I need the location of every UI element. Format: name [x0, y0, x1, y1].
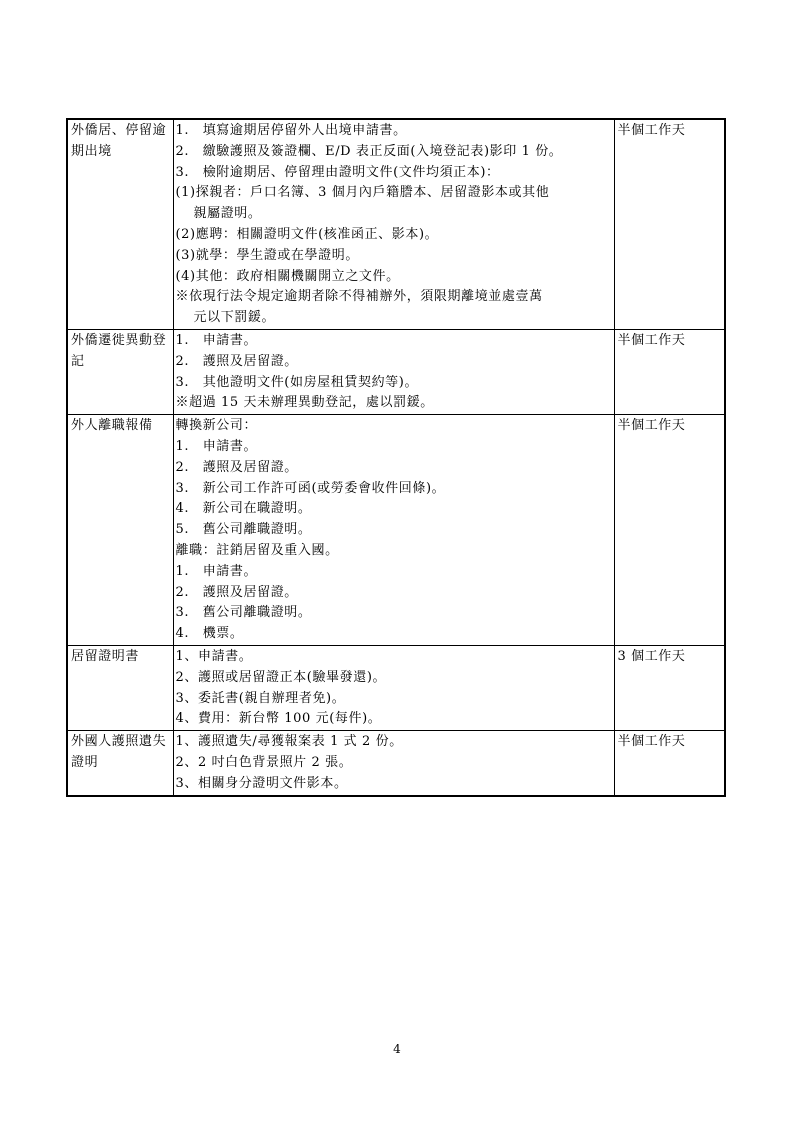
processing-time-cell: 半個工作天 [614, 329, 725, 414]
requirement-line: 元以下罰鍰。 [193, 310, 276, 326]
requirement-line: 3. 舊公司離職證明。 [175, 605, 312, 621]
processing-time-cell: 半個工作天 [614, 731, 725, 796]
requirement-line: ※依現行法令規定逾期者除不得補辦外，須限期離境並處壹萬 [175, 289, 543, 305]
processing-time-cell: 3 個工作天 [614, 645, 725, 730]
item-name-cell: 外僑遷徙異動登記 [67, 329, 173, 414]
item-name-cell: 外國人護照遺失證明 [67, 731, 173, 796]
requirement-line: 2. 護照及居留證。 [175, 584, 298, 600]
requirement-line: 1、護照遺失/尋獲報案表 1 式 2 份。 [175, 734, 403, 750]
requirement-line: 3. 其他證明文件(如房屋租賃契約等)。 [175, 374, 419, 390]
requirement-line: 1、申請書。 [175, 648, 253, 664]
requirement-line: 4. 新公司在職證明。 [175, 501, 312, 517]
requirement-line: 3. 新公司工作許可函(或勞委會收件回條)。 [175, 480, 446, 496]
requirement-line: 1. 申請書。 [175, 332, 258, 348]
requirement-line: 3. 檢附逾期居、停留理由證明文件(文件均須正本)： [175, 164, 500, 180]
requirement-line: (4)其他：政府相關機關開立之文件。 [175, 268, 400, 284]
requirement-line: 3、委託書(親自辦理者免)。 [175, 690, 346, 706]
processing-time-cell: 半個工作天 [614, 119, 725, 329]
requirement-line: 2、2 吋白色背景照片 2 張。 [175, 754, 353, 770]
requirement-line: 1. 申請書。 [175, 438, 258, 454]
requirements-cell [173, 119, 614, 329]
requirement-line: 離職：註銷居留及重入國。 [175, 542, 339, 558]
requirement-line: 轉換新公司： [175, 418, 258, 434]
requirements-cell [173, 645, 614, 730]
item-name-cell: 居留證明書 [67, 645, 173, 730]
table-row [67, 731, 725, 796]
table-row [67, 119, 725, 329]
table-row [67, 329, 725, 414]
procedure-table [66, 118, 726, 797]
requirement-line: 1. 申請書。 [175, 563, 258, 579]
requirements-cell [173, 329, 614, 414]
requirements-cell [173, 415, 614, 646]
requirement-line: 4、費用：新台幣 100 元(每件)。 [175, 711, 382, 727]
requirement-line: 2. 繳驗護照及簽證欄、E/D 表正反面(入境登記表)影印 1 份。 [175, 143, 563, 159]
table-row [67, 415, 725, 646]
requirement-line: ※超過 15 天未辦理異動登記，處以罰鍰。 [175, 395, 434, 411]
requirement-line: (2)應聘：相關證明文件(核准函正、影本)。 [175, 226, 439, 242]
requirements-cell [173, 731, 614, 796]
table-row [67, 645, 725, 730]
requirement-line: 2. 護照及居留證。 [175, 353, 298, 369]
requirement-line: 5. 舊公司離職證明。 [175, 522, 312, 538]
requirement-line: 1. 填寫逾期居停留外人出境申請書。 [175, 123, 407, 138]
requirement-line: (1)探親者：戶口名簿、3 個月內戶籍謄本、居留證影本或其他 [175, 185, 550, 201]
requirement-line: 4. 機票。 [175, 626, 244, 642]
requirement-line: 3、相關身分證明文件影本。 [175, 775, 348, 791]
item-name-cell: 外人離職報備 [67, 415, 173, 646]
requirement-line: 2. 護照及居留證。 [175, 459, 298, 475]
requirement-line: (3)就學：學生證或在學證明。 [175, 247, 359, 263]
requirement-line: 親屬證明。 [193, 206, 262, 222]
processing-time-cell: 半個工作天 [614, 415, 725, 646]
item-name-cell: 外僑居、停留逾期出境 [67, 119, 173, 329]
page-number: 4 [393, 1042, 401, 1056]
requirement-line: 2、護照或居留證正本(驗畢發還)。 [175, 669, 387, 685]
